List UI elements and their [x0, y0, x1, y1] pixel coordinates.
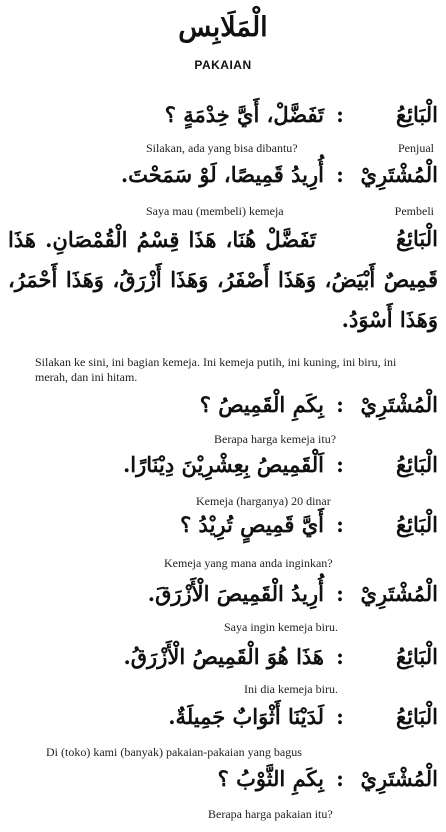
arabic-utterance: أُرِيدُ الْقَمِيصَ الْأَزْرَقَ.	[147, 581, 324, 606]
translation: Kemeja (harganya) 20 dinar	[196, 494, 331, 508]
speaker-label: الْمُشْتَرِيْ	[360, 766, 438, 791]
translation: Berapa harga kemeja itu?	[214, 432, 337, 446]
translation: Silakan, ada yang bisa dibantu?	[146, 141, 298, 155]
arabic-paragraph: تَفَضَّلْ هُنَا، هَذَا قِسْمُ الْقُمْصَانِ. هَذَا قَمِيصٌ أَبْيَضُ، وَهَذَا أَصْفَرُ، وَهَذَا أَزْرَقُ، وَهَذَا أَحْمَرُ، وَهَذَا أَسْوَدُ.	[8, 227, 438, 332]
arabic-utterance: أُرِيدُ قَمِيصًا، لَوْ سَمَحْتَ.	[120, 162, 324, 187]
colon: :	[336, 704, 344, 729]
colon: :	[336, 452, 344, 477]
page-subtitle: PAKAIAN	[194, 58, 252, 72]
page-title: الْمَلَابِس	[178, 12, 268, 43]
colon: :	[336, 644, 344, 669]
translation: Saya ingin kemeja biru.	[224, 620, 338, 634]
arabic-utterance: اَلْقَمِيصُ بِعِشْرِيْنَ دِيْنَارًا.	[122, 452, 324, 477]
translation: Berapa harga pakaian itu?	[208, 807, 333, 821]
arabic-utterance: هَذَا هُوَ الْقَمِيصُ الْأَزْرَقُ.	[123, 644, 324, 669]
translation: Ini dia kemeja biru.	[244, 682, 338, 696]
colon: :	[336, 102, 344, 127]
colon: :	[336, 766, 344, 791]
role-label: Penjual	[398, 141, 434, 155]
arabic-utterance: بِكَمِ الْقَمِيصُ ؟	[199, 392, 324, 417]
arabic-utterance: أَيَّ قَمِيصٍ تُرِيْدُ ؟	[180, 512, 324, 537]
colon: :	[336, 392, 344, 417]
speaker-label: الْبَائِعُ	[396, 512, 438, 537]
arabic-utterance: لَدَيْنَا أَثْوَابٌ جَمِيلَةٌ.	[168, 704, 324, 729]
speaker-label: الْبَائِعُ	[396, 226, 438, 251]
speaker-label: الْمُشْتَرِيْ	[360, 162, 438, 187]
arabic-utterance: تَفَضَّلْ، أَيَّ خِدْمَةٍ ؟	[164, 102, 324, 127]
speaker-label: الْبَائِعُ	[396, 644, 438, 669]
translation: Silakan ke sini, ini bagian kemeja. Ini kemeja putih, ini kuning, ini biru, ini merah, dan ini hitam.	[35, 355, 397, 384]
role-label: Pembeli	[394, 204, 434, 218]
speaker-label: الْبَائِعُ	[396, 704, 438, 729]
translation: Saya mau (membeli) kemeja	[146, 204, 284, 218]
speaker-label: الْمُشْتَرِيْ	[360, 392, 438, 417]
translation: Di (toko) kami (banyak) pakaian-pakaian yang bagus	[46, 745, 302, 759]
translation: Kemeja yang mana anda inginkan?	[164, 556, 333, 570]
speaker-label: الْبَائِعُ	[396, 102, 438, 127]
colon: :	[336, 581, 344, 606]
arabic-utterance: بِكَمِ الثَّوْبُ ؟	[217, 766, 324, 791]
colon: :	[336, 512, 344, 537]
speaker-label: الْمُشْتَرِيْ	[360, 581, 438, 606]
colon: :	[336, 162, 344, 187]
speaker-label: الْبَائِعُ	[396, 452, 438, 477]
